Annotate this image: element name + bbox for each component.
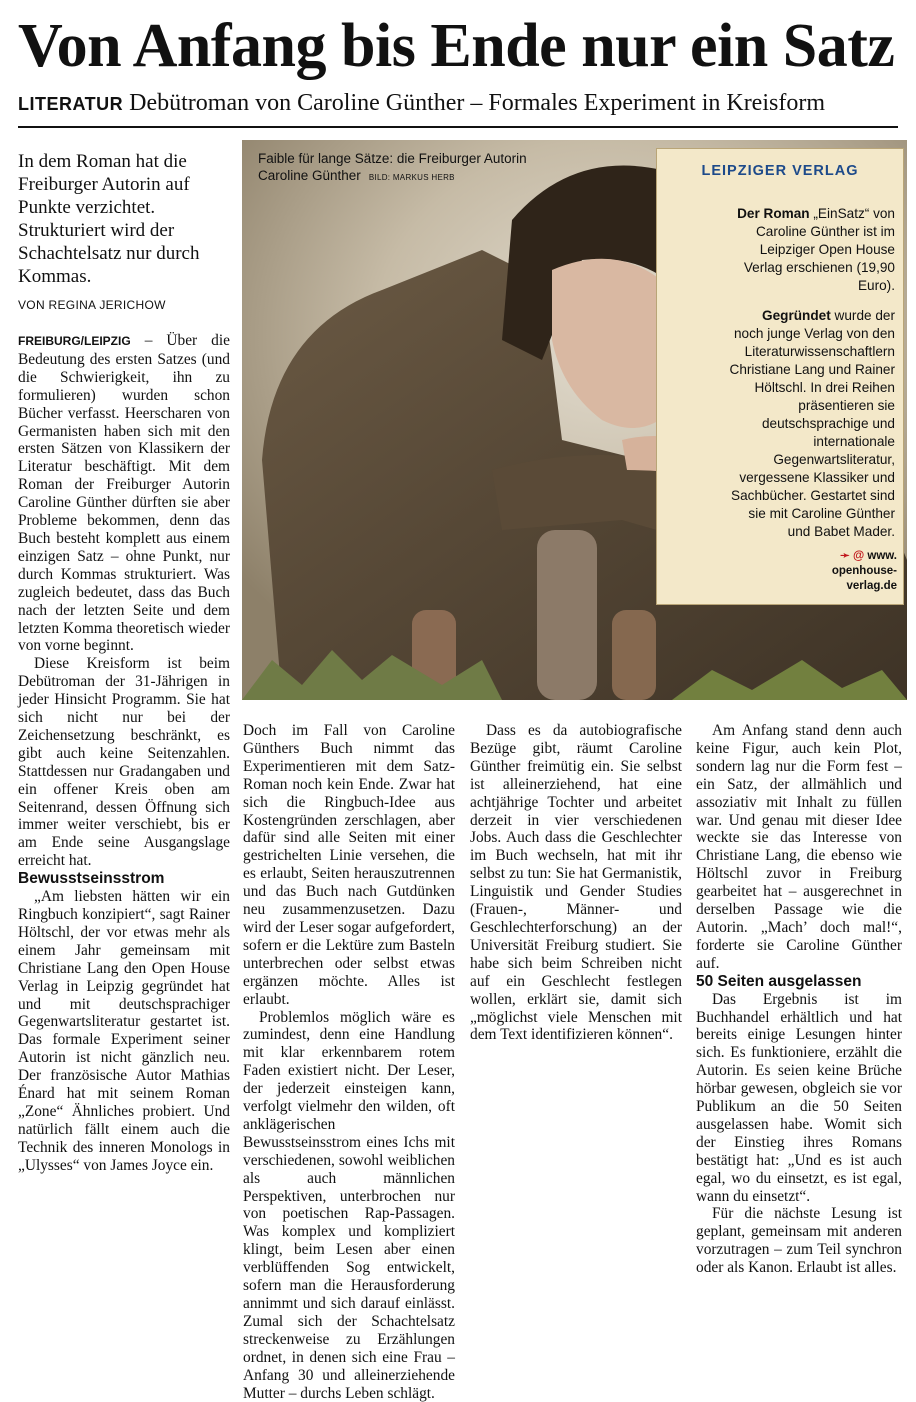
- article-column-1: [18, 332, 230, 1212]
- teaser: In dem Roman hat die Freiburger Autorin auf Punkte verzichtet. Strukturiert wird der Schachtelsatz nur durch Kommas.: [18, 150, 230, 288]
- article-paragraph-3: „Am liebsten hätten wir ein Ringbuch konzipiert“, sagt Rainer Höltschl, der vor etwas mehr als einem Jahr gemeinsam mit Christiane Lang den Open House Verlag in Leipzig gegründet hat und mit deutschsprachiger Gegenwartsliteratur gestartet ist. Das formale Experiment seiner Autorin ist nicht gänzlich neu. Der französische Autor Mathias Énard hat mit seinem Roman „Zone“ Ähnliches probiert. Und natürlich fällt einem auch die Technik des inneren Monologs in „Ulysses“ von James Joyce ein.: [18, 888, 230, 1175]
- article-paragraph-4: Doch im Fall von Caroline Günthers Buch nimmt das Experimentieren mit dem Satz-Roman noch kein Ende. Zwar hat sich die Ringbuch-Idee aus Kostengründen zerschlagen, aber dafür sind alle Seiten mit einer gestrichelten Linie versehen, die es erlaubt, Seiten herauszutrennen und das Buch nach Gutdünken neu zusammenzusetzen. Dazu wird der Leser sogar aufgefordert, sofern er die Lektüre zum Basteln unterbrechen oder selbst etwas ergänzen möchte. Alles ist erlaubt.: [243, 722, 455, 1009]
- article-column-3: [470, 722, 682, 1222]
- article-column-2: [243, 722, 455, 1222]
- headline: Von Anfang bis Ende nur ein Satz: [18, 12, 908, 80]
- byline: VON REGINA JERICHOW: [18, 298, 230, 312]
- article-column-4: [696, 722, 902, 1222]
- article-paragraph-7: Am Anfang stand denn auch keine Figur, auch kein Plot, sondern lag nur die Form fest – ein Satz, der allmählich und assoziativ mit Inhalt zu füllen war. Und genau mit dieser Idee weckte sie das Interesse von Christiane Lang, die ebenso wie Höltschl zuvor in Freiburg gearbeitet hat – ausgerechnet in derselben Passage wie die Autorin. „Mach’ doch mal!“, forderte sie Caroline Günther auf.: [696, 722, 902, 973]
- info-box-paragraph-1: Der Roman „EinSatz“ von Caroline Günther ist im Leipziger Open House Verlag erschienen (19,90 Euro).: [729, 205, 895, 295]
- photo-caption-text: Faible für lange Sätze: die Freiburger Autorin Caroline Günther: [258, 151, 527, 183]
- article-paragraph-5a: Problemlos möglich wäre es zumindest, denn eine Handlung mit klar erkennbarem rotem Faden existiert nicht. Der Leser, der jederzeit einsteigen kann, verfolgt vielmehr den wilden, oft anklägerischen Bewusstseinsstrom eines Ichs mit verschiedenen, sowohl weiblichen als auch männlichen Perspektiven, unterbrochen nur von poetischen Rap-Passagen. Was komplex und kompliziert klingt, beim Lesen aber einen verblüffenden Sog entwickelt, sofern man die Herausforderung annimmt und sich darauf einlässt. Zumal sich der Schachtelsatz streckenweise zu Erzählungen ordnet, in denen sich eine Frau – Anfang 30 und alleinerziehende Mutter – durchs Leben schlägt.: [243, 1009, 455, 1402]
- photo-caption: [258, 150, 548, 186]
- article-paragraph-1: FREIBURG/LEIPZIG – Über die Bedeutung des ersten Satzes (und die Schwierigkeit, ihn zu formulieren) wurden schon Bücher verfasst. Heerscharen von Germanisten haben sich mit den ersten Sätzen von Klassikern der Literatur beschäftigt. Mit dem Roman der Freiburger Autorin Caroline Günther dürften sie aber Probleme bekommen, denn das Buch besteht komplett aus einem einzigen Satz – ohne Punkt, nur durch Kommas strukturiert. Was zugleich bedeutet, dass das Buch nach der letzten Seite und dem letzten Komma theoretisch wieder von vorne beginnt.: [18, 332, 230, 655]
- photo-credit: BILD: MARKUS HERB: [369, 173, 455, 182]
- arrow-icon: ➛ @: [840, 550, 864, 562]
- info-box: [656, 148, 904, 605]
- header-rule: [18, 126, 898, 128]
- subhead-50-seiten: 50 Seiten ausgelassen: [696, 973, 902, 991]
- info-box-title: LEIPZIGER VERLAG: [657, 163, 903, 179]
- subhead-bewusstseinsstrom: Bewusstseinsstrom: [18, 870, 230, 888]
- article-paragraph-2: Diese Kreisform ist beim Debütroman der 31-Jährigen in jeder Hinsicht Programm. Sie hat sich nicht nur bei der Zeichensetzung beschränkt, es gibt auch keine Seitenzahlen. Stattdessen nur Gradangaben und ein offener Kreis oben am Seitenrand, dessen Öffnung sich immer weiter verschiebt, bis er am Ende seine Ausgangslage erreicht hat.: [18, 655, 230, 870]
- kicker: LITERATUR: [18, 94, 123, 114]
- info-box-paragraph-2: Gegründet wurde der noch junge Verlag von den Literaturwissenschaftlern Christiane Lang und Rainer Höltschl. In drei Reihen präsentieren sie deutschsprachige und internationale Gegenwartsliteratur, vergessene Klassiker und Sachbücher. Gestartet sind sie mit Caroline Günther und Babet Mader.: [729, 307, 895, 541]
- article-paragraph-8: Das Ergebnis ist im Buchhandel erhältlich und hat bereits einige Lesungen hinter sich. Es funktioniere, erzählt die Autorin. Es seien keine Brüche hörbar gewesen, obgleich sie vor Publikum an die 50 Seiten ausgelassen habe. Womit sich der Einstieg ihres Romans bestätigt hat: „Und es ist auch egal, wo du einsetzt, es ist egal, wann du einsetzt“.: [696, 991, 902, 1206]
- info-box-link[interactable]: ➛ @ www. openhouse-verlag.de: [807, 549, 897, 594]
- article-paragraph-6: Dass es da autobiografische Bezüge gibt, räumt Caroline Günther freimütig ein. Sie selbst ist alleinerziehend, hat eine achtjährige Tochter und arbeitet derzeit in vier verschiedenen Jobs. Auch dass die Geschlechter im Buch wechseln, hat mit ihr selbst zu tun: Sie hat Germanistik, Linguistik und Gender Studies (Frauen-, Männer- und Geschlechterforschung) an der Universität Freiburg studiert. Sie habe sich beim Schreiben nicht auf ein Geschlecht festlegen wollen, erklärt sie, damit sich „möglichst viele Menschen mit dem Text identifizieren können“.: [470, 722, 682, 1044]
- subline-text: Debütroman von Caroline Günther – Formales Experiment in Kreisform: [129, 90, 825, 116]
- article-paragraph-9: Für die nächste Lesung ist geplant, gemeinsam mit anderen vorzutragen – zum Teil synchron oder als Kanon. Erlaubt ist alles.: [696, 1205, 902, 1277]
- dateline: FREIBURG/LEIPZIG: [18, 334, 131, 348]
- subline: [18, 88, 908, 119]
- info-box-body: [729, 205, 895, 553]
